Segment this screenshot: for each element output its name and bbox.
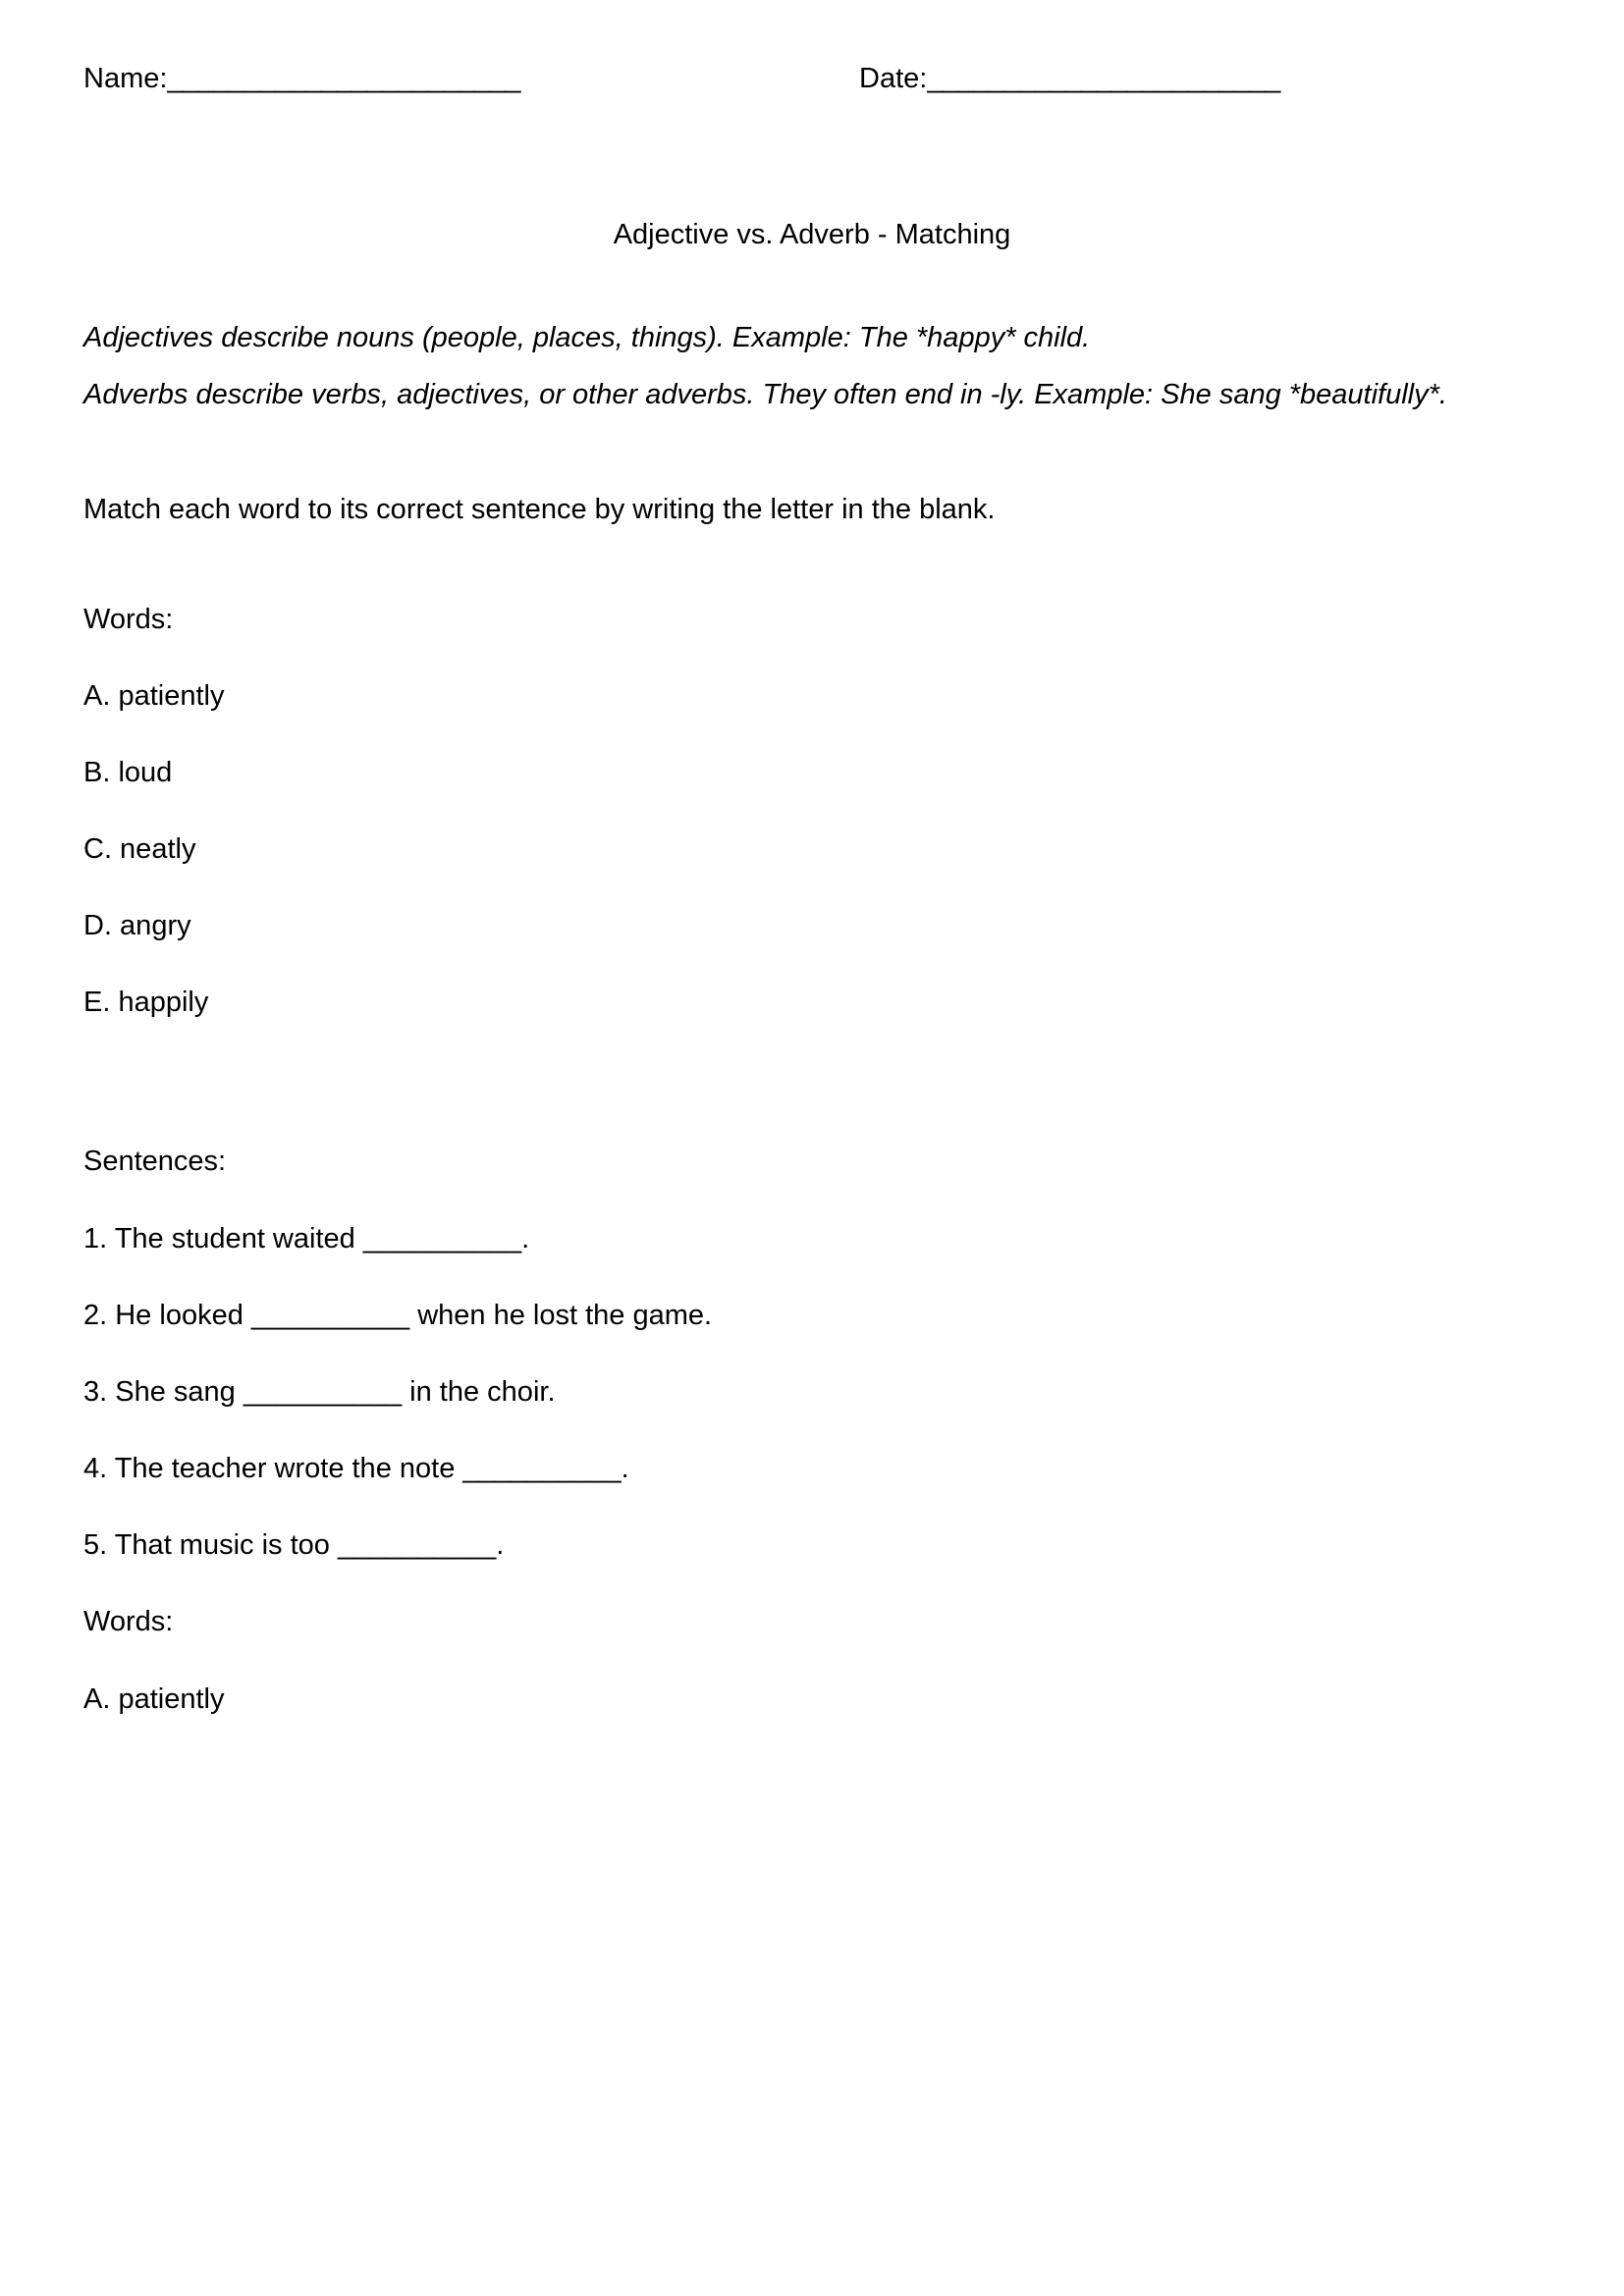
name-write-in-rule[interactable]: _______________________ bbox=[167, 63, 520, 94]
sentence-item-3[interactable]: 3. She sang __________ in the choir. bbox=[83, 1376, 556, 1408]
words-heading: Words: bbox=[83, 604, 174, 635]
word-option-b: B. loud bbox=[83, 757, 173, 788]
name-field[interactable] bbox=[83, 59, 520, 98]
sentence-item-1[interactable]: 1. The student waited __________. bbox=[83, 1223, 530, 1255]
words-heading-repeat: Words: bbox=[83, 1606, 174, 1637]
word-option-e: E. happily bbox=[83, 987, 209, 1018]
page-title: Adjective vs. Adverb - Matching bbox=[613, 219, 1011, 250]
adverb-definition: Adverbs describe verbs, adjectives, or other adverbs. They often end in -ly. Example: She sang *beautifully*. bbox=[83, 379, 1447, 410]
sentences-heading: Sentences: bbox=[83, 1146, 227, 1177]
word-option-c: C. neatly bbox=[83, 833, 196, 865]
sentence-item-4[interactable]: 4. The teacher wrote the note __________. bbox=[83, 1453, 629, 1484]
date-field[interactable] bbox=[859, 59, 1280, 98]
date-label: Date: bbox=[859, 63, 928, 94]
word-option-d: D. angry bbox=[83, 910, 191, 941]
word-option-a: A. patiently bbox=[83, 680, 225, 712]
student-info-row bbox=[83, 59, 1537, 106]
date-write-in-rule[interactable]: _______________________ bbox=[927, 63, 1280, 94]
directions-text: Match each word to its correct sentence by writing the letter in the blank. bbox=[83, 494, 996, 525]
word-option-a-repeat: A. patiently bbox=[83, 1683, 225, 1715]
name-label: Name: bbox=[83, 63, 168, 94]
sentence-item-2[interactable]: 2. He looked __________ when he lost the game. bbox=[83, 1300, 713, 1331]
sentence-item-5[interactable]: 5. That music is too __________. bbox=[83, 1529, 505, 1561]
adjective-definition: Adjectives describe nouns (people, places, things). Example: The *happy* child. bbox=[83, 322, 1091, 353]
